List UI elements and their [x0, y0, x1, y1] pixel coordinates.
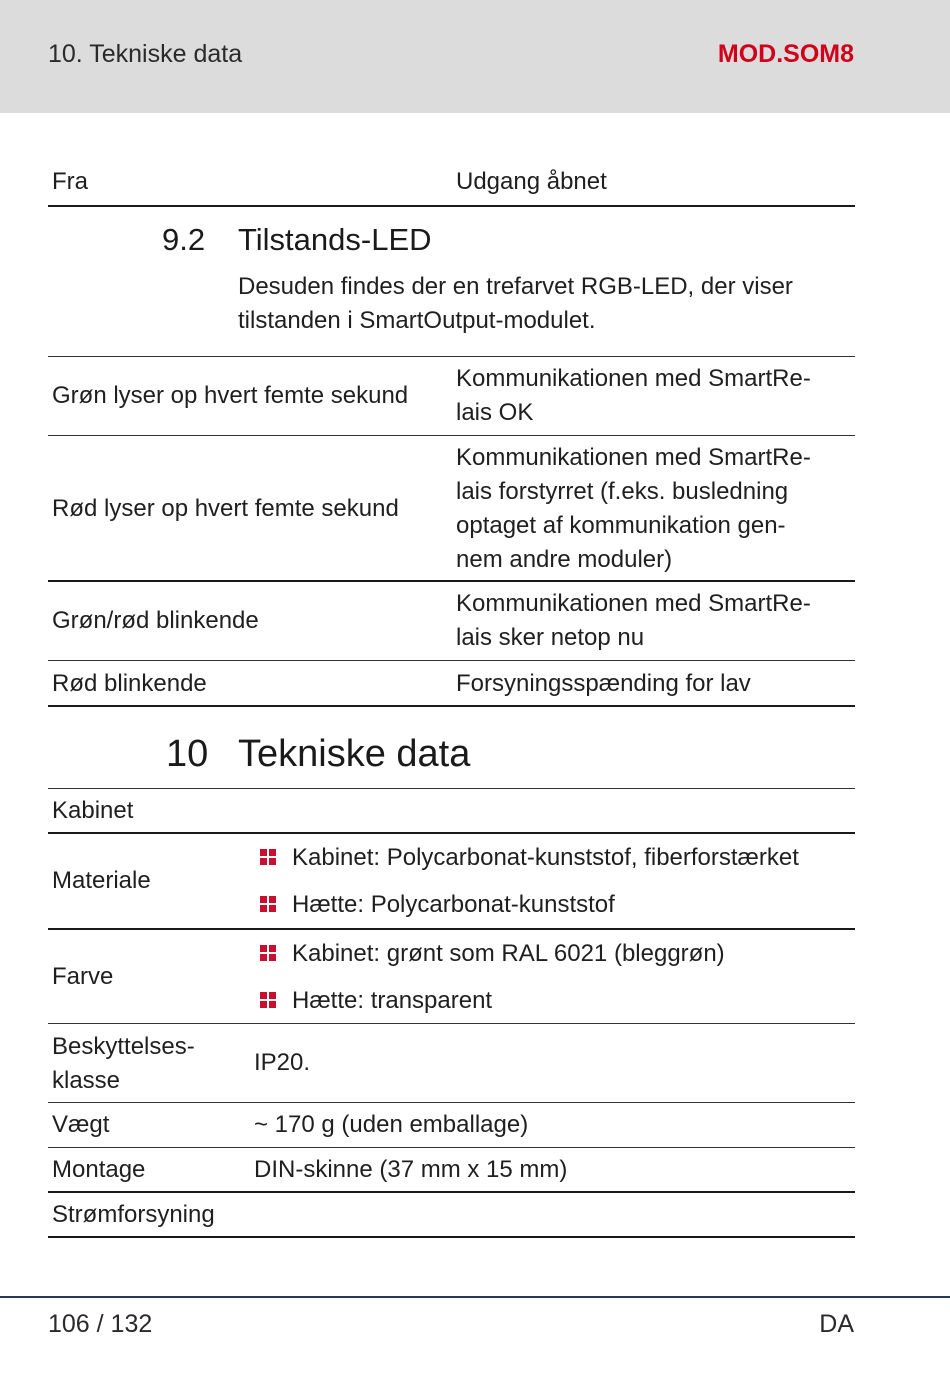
- tech-label-vaegt: Vægt: [52, 1111, 110, 1138]
- tech-label-materiale: Materiale: [52, 867, 151, 894]
- tech-group-kabinet: Kabinet: [52, 797, 134, 824]
- footer-rule: [0, 1296, 950, 1298]
- table-rule: [48, 356, 855, 357]
- led-state: Rød blinkende: [52, 670, 207, 697]
- table-rule: [48, 580, 855, 582]
- section-number: 9.2: [162, 222, 206, 257]
- tech-label-beskyttelse: klasse: [52, 1067, 121, 1094]
- led-meaning-line: Forsyningsspænding for lav: [456, 670, 751, 697]
- table-rule: [48, 705, 855, 707]
- led-meaning-line: lais OK: [456, 399, 534, 426]
- led-state: Grøn/rød blinkende: [52, 607, 259, 634]
- tech-value-bullet: Hætte: transparent: [292, 987, 493, 1014]
- page-header: [0, 0, 950, 113]
- table-rule: [48, 928, 855, 930]
- chapter-heading: Tekniske data: [238, 733, 471, 775]
- table-rule: [48, 660, 855, 661]
- table-rule: [48, 1236, 855, 1238]
- led-meaning-line: Kommunikationen med SmartRe-: [456, 444, 811, 471]
- tech-value-montage: DIN-skinne (37 mm x 15 mm): [254, 1156, 568, 1183]
- tech-value-vaegt: ~ 170 g (uden emballage): [254, 1111, 529, 1138]
- section-paragraph: Desuden findes der en trefarvet RGB-LED, der viser tilstanden i SmartOutput-modulet.: [238, 273, 793, 334]
- led-meaning-line: nem andre moduler): [456, 546, 673, 573]
- bullet-icon: [260, 896, 276, 912]
- top-row-col2: Udgang åbnet: [456, 168, 607, 195]
- page-number: 106 / 132: [48, 1310, 153, 1338]
- led-state: Rød lyser op hvert femte sekund: [52, 495, 399, 522]
- tech-value-beskyttelse: IP20.: [254, 1049, 311, 1076]
- tech-group-stroemforsyning: Strømforsyning: [52, 1201, 215, 1228]
- table-rule: [48, 1191, 855, 1193]
- tech-value-bullet: Kabinet: Polycarbonat-kunststof, fiberforstærket: [292, 844, 799, 871]
- bullet-icon: [260, 849, 276, 865]
- chapter-title: 10. Tekniske data: [48, 40, 243, 68]
- tech-label-farve: Farve: [52, 963, 114, 990]
- table-rule: [48, 205, 855, 207]
- led-meaning-line: optaget af kommunikation gen-: [456, 512, 786, 539]
- bullet-icon: [260, 945, 276, 961]
- tech-label-montage: Montage: [52, 1156, 146, 1183]
- table-rule: [48, 1023, 855, 1024]
- language-code: DA: [819, 1310, 854, 1338]
- table-rule: [48, 1147, 855, 1148]
- tech-value-bullet: Kabinet: grønt som RAL 6021 (bleggrøn): [292, 940, 725, 967]
- table-rule: [48, 435, 855, 436]
- brand-logo-text: MOD.SOM8: [717, 40, 854, 68]
- table-rule: [48, 832, 855, 834]
- led-meaning-line: lais forstyrret (f.eks. busledning: [456, 478, 789, 505]
- led-meaning-line: Kommunikationen med SmartRe-: [456, 590, 811, 617]
- section-title: Tilstands-LED: [238, 222, 432, 257]
- table-rule: [48, 788, 855, 789]
- led-meaning-line: lais sker netop nu: [456, 624, 645, 651]
- table-rule: [48, 1102, 855, 1103]
- top-row-col1: Fra: [52, 168, 88, 195]
- led-meaning-line: Kommunikationen med SmartRe-: [456, 365, 811, 392]
- tech-label-beskyttelse: Beskyttelses-: [52, 1033, 195, 1060]
- bullet-icon: [260, 992, 276, 1008]
- chapter-number: 10: [166, 733, 209, 775]
- led-state: Grøn lyser op hvert femte sekund: [52, 382, 409, 409]
- tech-value-bullet: Hætte: Polycarbonat-kunststof: [292, 891, 615, 918]
